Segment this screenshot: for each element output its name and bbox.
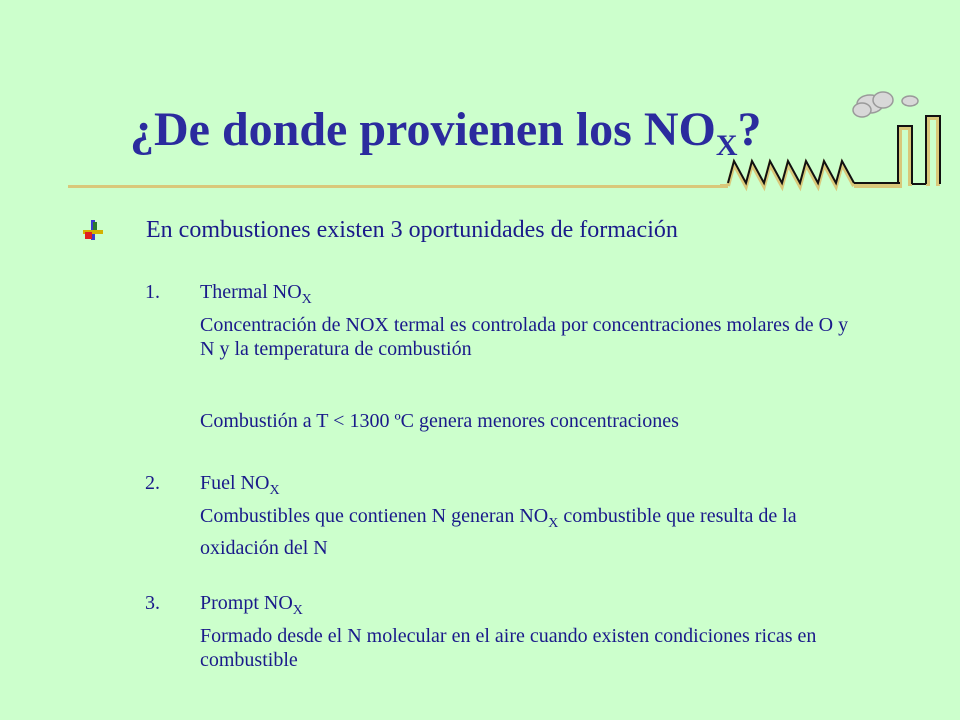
title-underline (68, 185, 728, 188)
cross-bullet-icon (82, 219, 104, 241)
intro-text: En combustiones existen 3 oportunidades de formación (146, 217, 678, 243)
item-description: Concentración de NOX termal es controlada por concentraciones molares de O y N y la temperatura de combustión (200, 314, 849, 360)
slide-title: ¿De donde provienen los $NO_X$? (130, 103, 762, 162)
item-number: 3. (145, 592, 160, 614)
item-description: Combustibles que contienen N generan $NO_X$ combustible que resulta de la oxidación del N (200, 505, 797, 559)
item-heading: Fuel $NO_X$ (200, 472, 280, 498)
item-number: 1. (145, 281, 160, 303)
item-heading: Thermal $NO_X$ (200, 281, 312, 307)
item-description-2: Combustión a T < 1300 ºC genera menores concentraciones (200, 410, 679, 432)
item-heading: Prompt $NO_X$ (200, 592, 303, 618)
factory-smokestack-icon (720, 88, 960, 198)
item-number: 2. (145, 472, 160, 494)
item-description: Formado desde el N molecular en el aire cuando existen condiciones ricas en combustible (200, 625, 817, 671)
